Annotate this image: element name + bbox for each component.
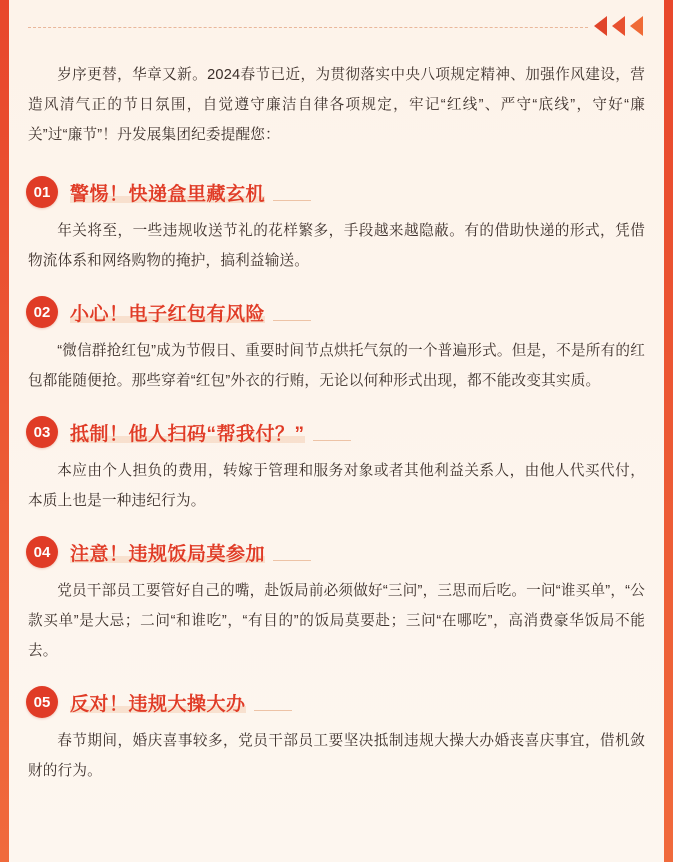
intro-block <box>22 60 651 150</box>
section-03 <box>22 410 651 516</box>
section-04 <box>22 530 651 666</box>
section-header <box>26 530 651 574</box>
triangle-left-icon <box>594 16 607 36</box>
title-rule <box>273 320 311 321</box>
section-number-badge: 03 <box>26 416 58 448</box>
section-title <box>70 299 265 326</box>
title-rule <box>313 440 351 441</box>
section-header <box>26 410 651 454</box>
title-rule <box>273 560 311 561</box>
section-header <box>26 290 651 334</box>
section-title-text: 反对！违规大操大办 <box>70 693 246 715</box>
dashed-divider <box>28 27 588 28</box>
section-title <box>70 689 246 716</box>
section-body <box>22 336 651 396</box>
section-05 <box>22 680 651 786</box>
header-decoration <box>22 0 651 58</box>
section-title <box>70 539 265 566</box>
section-paragraph: 春节期间，婚庆喜事较多，党员干部员工要坚决抵制违规大操大办婚丧喜庆事宜，借机敛财的行为。 <box>28 733 645 779</box>
section-number-badge: 04 <box>26 536 58 568</box>
section-paragraph: 本应由个人担负的费用，转嫁于管理和服务对象或者其他利益关系人，由他人代买代付，本质上也是一种违纪行为。 <box>28 463 645 509</box>
section-body <box>22 726 651 786</box>
section-title-text: 抵制！他人扫码“帮我付？” <box>70 423 305 445</box>
intro-paragraph: 岁序更替，华章又新。2024春节已近，为贯彻落实中央八项规定精神、加强作风建设，营造风清气正的节日氛围，自觉遵守廉洁自律各项规定，牢记“红线”、严守“底线”，守好“廉关”过“廉节”！丹发展集团纪委提醒您： <box>28 67 645 143</box>
section-body <box>22 456 651 516</box>
section-paragraph: 年关将至，一些违规收送节礼的花样繁多，手段越来越隐蔽。有的借助快递的形式，凭借物流体系和网络购物的掩护，搞利益输送。 <box>28 223 645 269</box>
title-rule <box>254 710 292 711</box>
section-body <box>22 576 651 666</box>
section-number-badge: 02 <box>26 296 58 328</box>
title-rule <box>273 200 311 201</box>
section-number-badge: 05 <box>26 686 58 718</box>
section-body <box>22 216 651 276</box>
section-header <box>26 680 651 724</box>
section-header <box>26 170 651 214</box>
section-01 <box>22 170 651 276</box>
section-title-text: 小心！电子红包有风险 <box>70 303 266 325</box>
section-title-text: 注意！违规饭局莫参加 <box>70 543 266 565</box>
triangle-left-icon <box>630 16 643 36</box>
section-title-text: 警惕！快递盒里藏玄机 <box>70 183 266 205</box>
section-title <box>70 179 265 206</box>
section-paragraph: “微信群抢红包”成为节假日、重要时间节点烘托气氛的一个普遍形式。但是，不是所有的红包都能随便抢。那些穿着“红包”外衣的行贿，无论以何种形式出现，都不能改变其实质。 <box>28 343 645 389</box>
triangle-group-icon <box>594 16 643 36</box>
section-number-badge: 01 <box>26 176 58 208</box>
section-paragraph: 党员干部员工要管好自己的嘴，赴饭局前必须做好“三问”，三思而后吃。一问“谁买单”，“公款买单”是大忌；二问“和谁吃”，“有目的”的饭局莫要赴；三问“在哪吃”，高消费豪华饭局不能去。 <box>28 583 645 659</box>
section-title <box>70 419 305 446</box>
triangle-left-icon <box>612 16 625 36</box>
section-02 <box>22 290 651 396</box>
